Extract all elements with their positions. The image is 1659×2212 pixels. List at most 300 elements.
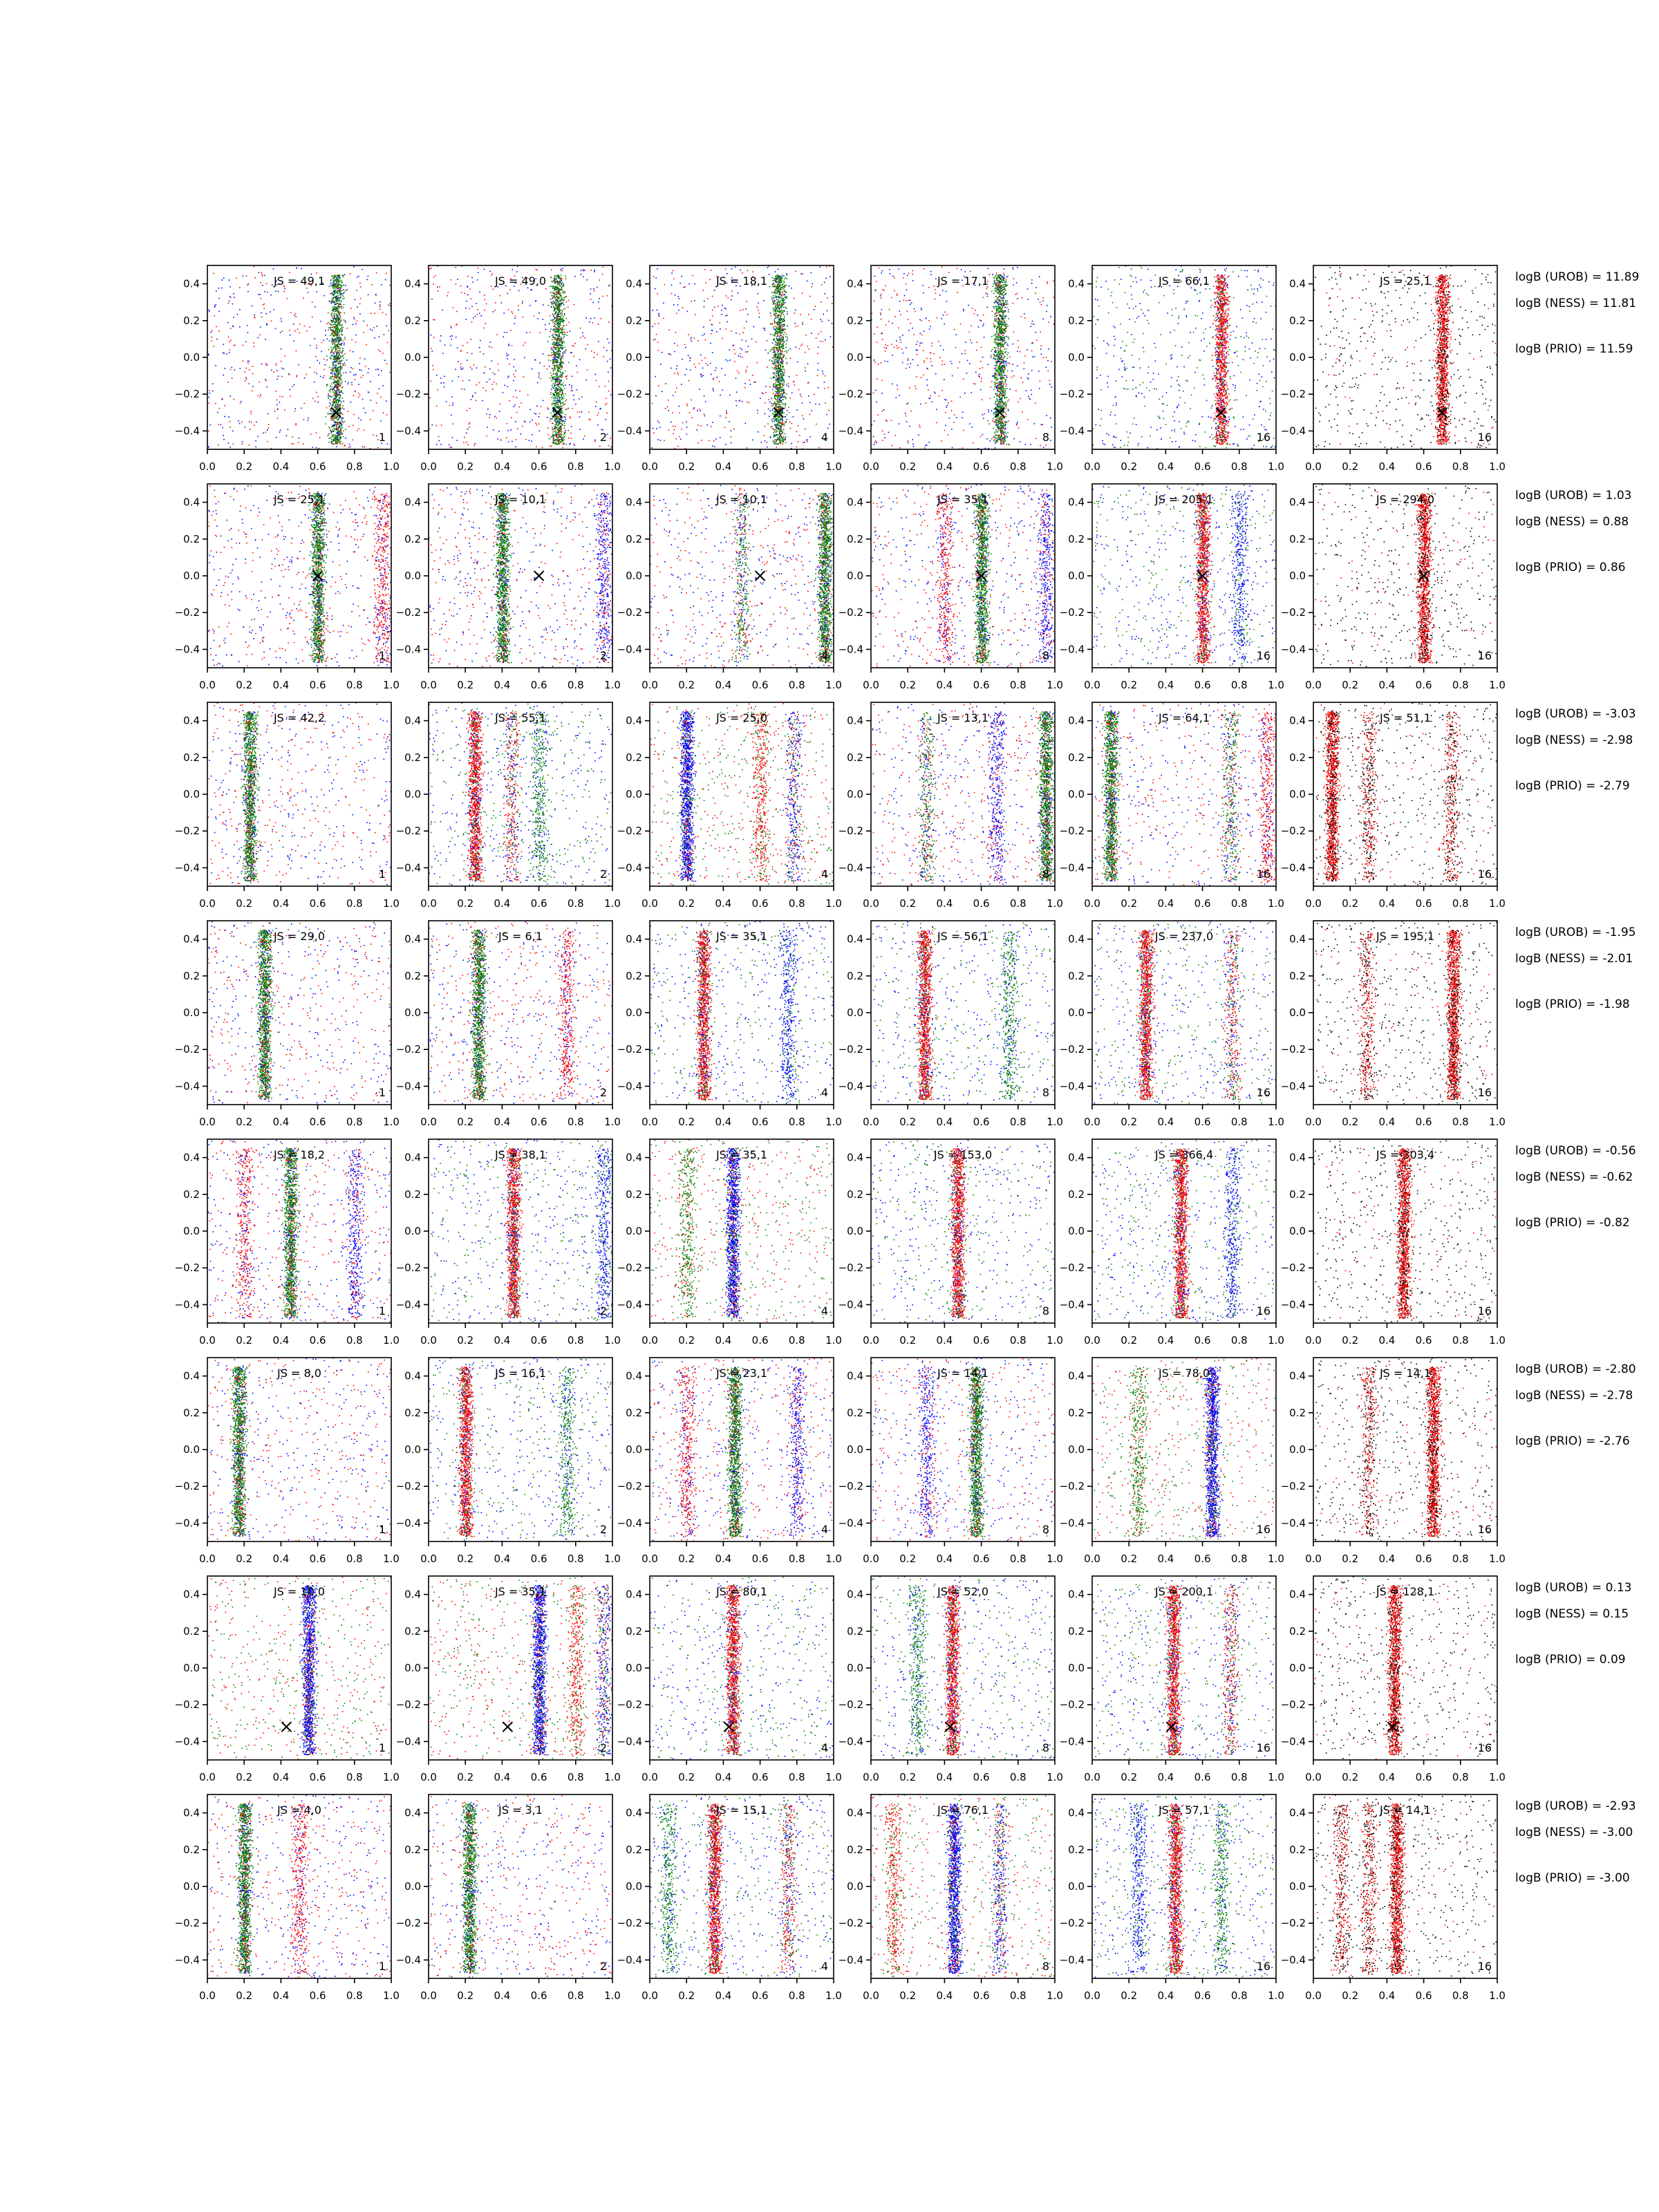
scatter-point <box>556 422 557 424</box>
scatter-point <box>563 435 565 437</box>
scatter-point <box>359 369 360 371</box>
scatter-point <box>449 444 450 446</box>
scatter-point <box>590 318 592 319</box>
scatter-point <box>560 314 561 315</box>
scatter-point <box>265 379 266 380</box>
scatter-point <box>334 306 335 308</box>
scatter-point <box>335 429 337 430</box>
scatter-point <box>337 303 339 305</box>
scatter-point <box>712 446 713 447</box>
scatter-point <box>334 333 335 335</box>
scatter-point <box>373 327 375 328</box>
scatter-point <box>373 434 374 435</box>
scatter-point <box>262 276 263 277</box>
scatter-point <box>339 374 340 375</box>
scatter-point <box>315 356 317 357</box>
scatter-point <box>559 333 560 335</box>
scatter-point <box>561 361 562 362</box>
scatter-point <box>671 368 672 369</box>
scatter-point <box>552 423 554 424</box>
scatter-point <box>553 342 554 344</box>
scatter-point <box>773 358 774 359</box>
scatter-point <box>229 341 230 343</box>
scatter-point <box>791 423 793 424</box>
scatter-point <box>357 430 358 431</box>
scatter-point <box>737 371 738 372</box>
scatter-point <box>552 364 554 365</box>
scatter-point <box>808 314 809 315</box>
scatter-point <box>749 379 751 381</box>
scatter-point <box>564 421 565 422</box>
scatter-point <box>579 412 581 413</box>
scatter-point <box>331 442 332 444</box>
scatter-point <box>335 286 336 288</box>
scatter-point <box>559 321 560 322</box>
scatter-point <box>653 276 655 277</box>
scatter-point <box>559 303 560 304</box>
scatter-point <box>330 279 332 281</box>
scatter-point <box>788 383 789 384</box>
scatter-point <box>562 397 563 399</box>
scatter-point <box>512 311 513 312</box>
scatter-point <box>515 447 516 448</box>
scatter-point <box>340 301 341 303</box>
scatter-point <box>341 377 342 378</box>
y-tick-label: 0.2 <box>404 315 421 327</box>
scatter-point <box>337 315 339 317</box>
scatter-point <box>711 426 712 427</box>
scatter-point <box>594 317 595 319</box>
scatter-point <box>753 326 755 328</box>
scatter-point <box>714 447 715 448</box>
scatter-point <box>565 414 567 415</box>
scatter-point <box>552 434 554 435</box>
scatter-point <box>557 308 559 310</box>
scatter-point <box>363 332 364 333</box>
scatter-point <box>513 380 514 382</box>
scatter-point <box>209 390 210 391</box>
scatter-point <box>471 353 473 355</box>
scatter-point <box>557 336 559 337</box>
scatter-point <box>727 297 729 299</box>
scatter-point <box>330 391 331 393</box>
scatter-point <box>554 355 556 356</box>
scatter-point <box>682 359 683 360</box>
scatter-point <box>559 428 561 429</box>
scatter-point <box>293 341 294 342</box>
scatter-point <box>556 381 558 382</box>
scatter-point <box>332 285 334 286</box>
scatter-point <box>785 442 787 444</box>
scatter-point <box>339 351 341 353</box>
scatter-point <box>258 395 259 397</box>
scatter-point <box>438 290 439 292</box>
scatter-point <box>699 409 700 410</box>
scatter-point <box>554 317 556 319</box>
scatter-point <box>337 419 339 420</box>
x-tick-label: 1.0 <box>604 460 621 473</box>
scatter-point <box>556 436 558 438</box>
scatter-point <box>329 406 330 407</box>
scatter-point <box>727 315 728 316</box>
scatter-point <box>554 400 556 401</box>
scatter-point <box>315 306 316 308</box>
scatter-point <box>341 345 342 346</box>
scatter-point <box>332 301 333 303</box>
scatter-point <box>328 427 330 428</box>
scatter-point <box>466 433 467 434</box>
scatter-point <box>538 375 540 376</box>
scatter-point <box>319 363 320 364</box>
scatter-point <box>776 293 778 294</box>
scatter-point <box>336 373 337 375</box>
scatter-point <box>811 319 812 320</box>
scatter-point <box>558 427 559 429</box>
scatter-point <box>516 397 518 399</box>
scatter-point <box>332 397 333 398</box>
scatter-point <box>774 309 775 310</box>
scatter-point <box>261 282 262 283</box>
scatter-point <box>562 314 563 315</box>
scatter-point <box>608 445 610 447</box>
scatter-point <box>786 285 787 286</box>
scatter-point <box>515 390 516 391</box>
scatter-point <box>332 342 334 344</box>
scatter-point <box>556 421 557 422</box>
scatter-point <box>336 381 337 382</box>
scatter-point <box>330 395 331 397</box>
scatter-point <box>527 395 529 396</box>
scatter-point <box>482 400 483 402</box>
scatter-point <box>507 423 508 424</box>
scatter-point <box>334 402 335 404</box>
scatter-point <box>258 294 259 295</box>
scatter-point <box>561 377 562 378</box>
scatter-point <box>570 330 571 332</box>
scatter-point <box>726 295 727 297</box>
scatter-point <box>339 433 340 434</box>
scatter-point <box>218 311 220 312</box>
scatter-point <box>346 359 348 361</box>
scatter-point <box>599 386 600 388</box>
scatter-point <box>337 281 338 282</box>
scatter-point <box>334 336 335 337</box>
scatter-point <box>333 358 335 359</box>
scatter-point <box>555 383 556 384</box>
scatter-point <box>489 414 491 415</box>
scatter-point <box>312 398 314 400</box>
scatter-point <box>561 434 563 435</box>
scatter-point <box>494 310 496 311</box>
scatter-point <box>675 332 677 333</box>
scatter-point <box>553 280 554 281</box>
scatter-point <box>223 439 225 440</box>
scatter-point <box>572 376 573 377</box>
scatter-point <box>760 397 761 399</box>
scatter-point <box>556 299 557 300</box>
scatter-point <box>442 353 444 355</box>
scatter-point <box>334 373 335 374</box>
scatter-point <box>780 315 781 317</box>
scatter-point <box>559 290 560 292</box>
scatter-point <box>512 345 513 346</box>
scatter-point <box>339 290 340 291</box>
scatter-point <box>343 307 344 308</box>
scatter-point <box>777 284 778 285</box>
scatter-point <box>556 292 557 293</box>
scatter-point <box>333 435 335 436</box>
scatter-point <box>249 421 250 422</box>
scatter-point <box>607 413 608 414</box>
scatter-point <box>772 421 774 422</box>
scatter-point <box>729 395 731 396</box>
scatter-point <box>355 324 357 325</box>
scatter-point <box>355 379 356 380</box>
scatter-point <box>267 292 268 293</box>
scatter-point <box>254 346 255 348</box>
scatter-point <box>702 360 703 362</box>
scatter-point <box>509 400 510 402</box>
scatter-point <box>338 355 339 357</box>
scatter-point <box>339 413 340 414</box>
scatter-point <box>563 334 565 335</box>
scatter-point <box>289 374 290 375</box>
scatter-point <box>701 376 702 377</box>
scatter-point <box>772 410 774 411</box>
scatter-point <box>744 423 746 424</box>
scatter-point <box>432 365 433 366</box>
scatter-point <box>559 341 561 343</box>
scatter-point <box>679 283 681 284</box>
scatter-point <box>658 315 659 316</box>
scatter-point <box>563 386 564 387</box>
scatter-point <box>769 386 771 388</box>
scatter-point <box>334 319 335 320</box>
scatter-point <box>563 420 564 422</box>
scatter-point <box>554 420 555 422</box>
scatter-point <box>473 318 474 319</box>
scatter-point <box>457 348 458 349</box>
scatter-point <box>353 414 355 415</box>
scatter-point <box>555 303 556 305</box>
scatter-point <box>796 326 797 328</box>
scatter-point <box>316 348 317 349</box>
scatter-point <box>281 361 282 362</box>
scatter-point <box>341 425 343 427</box>
scatter-point <box>332 347 334 348</box>
scatter-point <box>368 373 369 374</box>
scatter-point <box>333 326 335 328</box>
scatter-point <box>335 356 336 357</box>
scatter-point <box>228 442 229 444</box>
scatter-point <box>336 386 337 388</box>
scatter-point <box>457 440 458 441</box>
scatter-point <box>232 367 233 368</box>
scatter-point <box>218 330 220 332</box>
scatter-point <box>824 388 825 389</box>
scatter-point <box>550 315 551 317</box>
scatter-point <box>778 386 780 388</box>
scatter-point <box>294 330 296 332</box>
scatter-point <box>337 291 338 292</box>
scatter-point <box>241 422 243 423</box>
scatter-point <box>467 444 469 446</box>
scatter-point <box>572 390 573 391</box>
scatter-point <box>215 365 216 366</box>
scatter-point <box>328 398 329 400</box>
scatter-point <box>823 373 824 375</box>
scatter-point <box>339 425 340 427</box>
scatter-point <box>547 368 548 370</box>
scatter-point <box>585 337 586 339</box>
scatter-point <box>703 326 704 328</box>
scatter-point <box>486 413 487 415</box>
scatter-point <box>492 273 494 274</box>
scatter-point <box>713 391 714 392</box>
scatter-point <box>228 303 229 304</box>
scatter-point <box>700 425 702 427</box>
scatter-point <box>668 353 670 355</box>
scatter-point <box>503 312 505 314</box>
scatter-point <box>693 409 695 410</box>
scatter-point <box>326 386 328 387</box>
scatter-point <box>552 359 554 360</box>
scatter-point <box>560 294 561 296</box>
scatter-point <box>593 288 594 290</box>
scatter-point <box>687 311 688 312</box>
scatter-point <box>232 431 234 432</box>
scatter-point <box>827 310 828 312</box>
scatter-point <box>553 337 554 339</box>
scatter-point <box>597 424 599 426</box>
scatter-point <box>293 443 294 444</box>
scatter-point <box>778 409 779 410</box>
scatter-point <box>829 424 830 425</box>
scatter-point <box>550 418 552 420</box>
scatter-point <box>677 373 678 374</box>
scatter-point <box>275 291 276 292</box>
scatter-point <box>789 422 791 423</box>
scatter-point <box>686 368 687 370</box>
scatter-point <box>561 310 563 312</box>
scatter-point <box>691 341 692 342</box>
scatter-point <box>335 303 336 305</box>
scatter-point <box>774 421 776 422</box>
scatter-point <box>338 337 339 339</box>
scatter-point <box>361 377 362 378</box>
scatter-point <box>353 425 354 427</box>
scatter-point <box>334 315 335 317</box>
scatter-point <box>778 422 779 424</box>
scatter-point <box>583 276 584 278</box>
scatter-point <box>561 357 562 359</box>
scatter-point <box>335 292 337 294</box>
scatter-point <box>348 382 349 383</box>
scatter-point <box>338 391 339 392</box>
scatter-point <box>742 309 744 310</box>
scatter-point <box>736 392 738 393</box>
scatter-point <box>758 293 759 294</box>
scatter-point <box>686 422 687 423</box>
scatter-point <box>273 309 274 310</box>
scatter-point <box>321 351 322 353</box>
scatter-point <box>337 416 338 418</box>
scatter-point <box>559 398 561 400</box>
scatter-point <box>673 395 674 396</box>
scatter-point <box>562 366 563 368</box>
scatter-point <box>489 341 491 343</box>
scatter-point <box>561 284 562 285</box>
scatter-point <box>557 288 559 289</box>
scatter-point <box>772 283 774 285</box>
scatter-point <box>429 397 431 399</box>
scatter-point <box>339 287 341 288</box>
scatter-point <box>338 328 339 330</box>
scatter-point <box>559 329 560 330</box>
scatter-point <box>784 425 785 427</box>
scatter-point <box>328 327 330 328</box>
scatter-point <box>555 306 556 307</box>
scatter-point <box>599 298 600 299</box>
scatter-point <box>563 283 565 285</box>
scatter-point <box>339 360 340 362</box>
scatter-point <box>555 337 556 339</box>
scatter-point <box>342 356 344 357</box>
scatter-point <box>557 346 559 348</box>
scatter-point <box>324 295 325 297</box>
scatter-point <box>252 373 254 375</box>
scatter-point <box>278 376 279 377</box>
scatter-point <box>348 447 350 449</box>
scatter-point <box>306 288 308 289</box>
scatter-point <box>561 278 563 279</box>
scatter-point <box>334 382 335 384</box>
scatter-point <box>565 279 567 280</box>
scatter-point <box>554 330 556 332</box>
scatter-point <box>330 324 332 326</box>
scatter-point <box>254 315 255 316</box>
scatter-point <box>560 277 561 279</box>
scatter-point <box>724 375 726 376</box>
scatter-point <box>518 305 519 306</box>
scatter-point <box>598 301 599 303</box>
scatter-point <box>594 374 596 375</box>
scatter-point <box>789 285 790 287</box>
x-tick-label: 0.8 <box>568 460 584 473</box>
scatter-point <box>553 301 554 302</box>
scatter-point <box>554 362 556 363</box>
scatter-point <box>331 339 332 341</box>
scatter-point <box>744 328 745 329</box>
scatter-point <box>335 401 337 402</box>
scatter-point <box>337 404 339 406</box>
scatter-point <box>663 317 664 319</box>
scatter-point <box>350 367 352 368</box>
scatter-point <box>657 439 659 440</box>
scatter-point <box>667 406 668 408</box>
scatter-point <box>652 403 653 404</box>
scatter-point <box>337 371 338 373</box>
scatter-point <box>710 279 711 281</box>
scatter-point <box>331 301 332 302</box>
scatter-point <box>559 289 561 290</box>
scatter-point <box>558 367 559 368</box>
scatter-point <box>553 400 554 402</box>
scatter-point <box>553 322 554 324</box>
scatter-point <box>777 369 778 371</box>
scatter-point <box>341 293 343 294</box>
scatter-point <box>552 281 553 282</box>
